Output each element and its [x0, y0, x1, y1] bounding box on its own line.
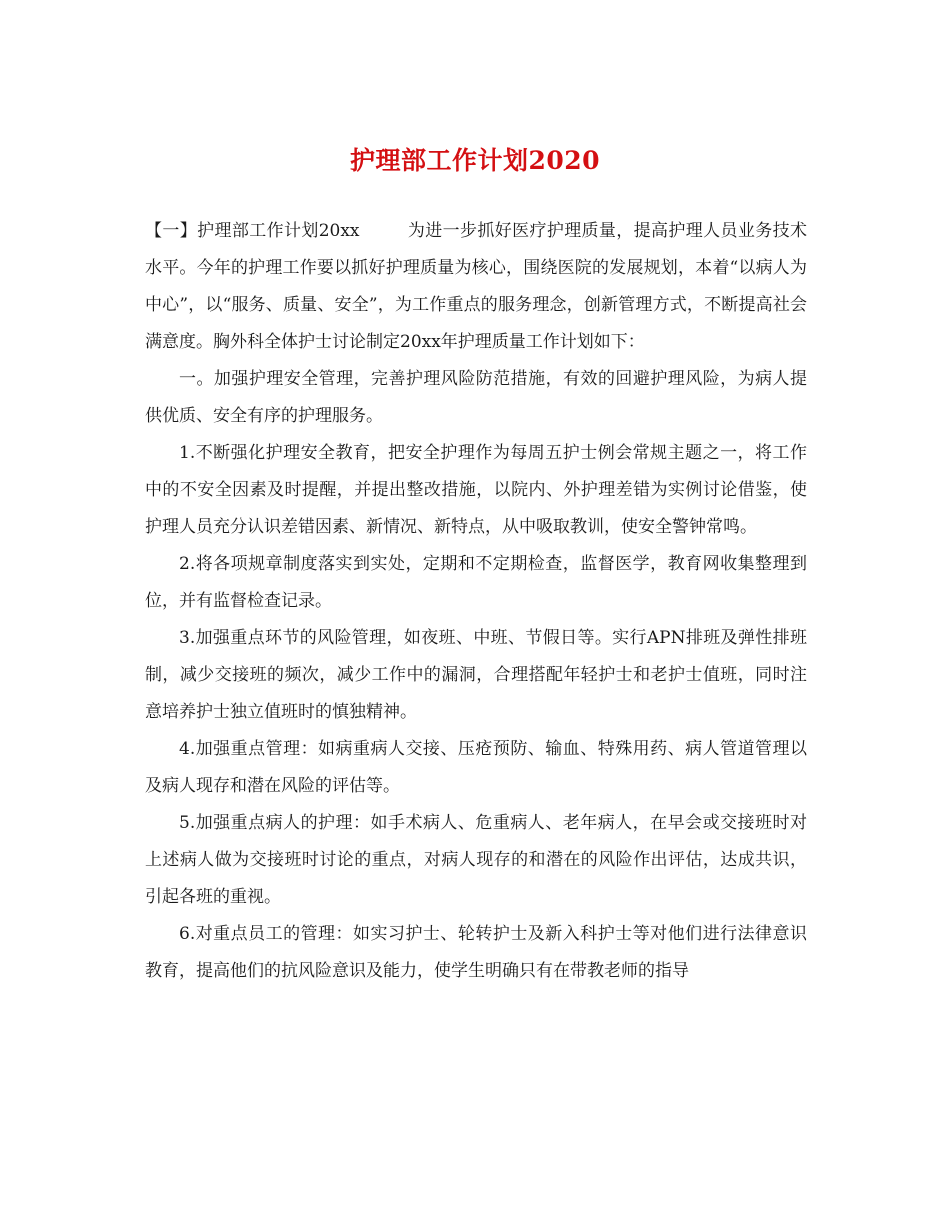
- paragraph-item-5: 5.加强重点病人的护理：如手术病人、危重病人、老年病人，在早会或交接班时对上述病人做为交接班时讨论的重点，对病人现存的和潜在的风险作出评估，达成共识，引起各班的重视。: [145, 813, 807, 907]
- paragraph-item-4: 4.加强重点管理：如病重病人交接、压疮预防、输血、特殊用药、病人管道管理以及病人现存和潜在风险的评估等。: [145, 739, 807, 796]
- document-title: 护理部工作计划2020: [349, 146, 601, 175]
- paragraph-item-6: 6.对重点员工的管理：如实习护士、轮转护士及新入科护士等对他们进行法律意识教育，提高他们的抗风险意识及能力，使学生明确只有在带教老师的指导: [145, 924, 807, 981]
- paragraph-item-3: 3.加强重点环节的风险管理，如夜班、中班、节假日等。实行APN排班及弹性排班制，减少交接班的频次，减少工作中的漏洞，合理搭配年轻护士和老护士值班，同时注意培养护士独立值班时的慎独精神。: [145, 628, 807, 722]
- intro-paragraph: [145, 213, 807, 361]
- paragraph-section-1: 一。加强护理安全管理，完善护理风险防范措施，有效的回避护理风险，为病人提供优质、安全有序的护理服务。: [145, 369, 807, 426]
- intro-lead: 【一】护理部工作计划20xx: [145, 221, 360, 241]
- paragraph-item-2: 2.将各项规章制度落实到实处，定期和不定期检查，监督医学，教育网收集整理到位，并有监督检查记录。: [145, 554, 807, 611]
- document-body: [145, 213, 807, 990]
- paragraph-item-1: 1.不断强化护理安全教育，把安全护理作为每周五护士例会常规主题之一，将工作中的不安全因素及时提醒，并提出整改措施，以院内、外护理差错为实例讨论借鉴，使护理人员充分认识差错因素、新情况、新特点，从中吸取教训，使安全警钟常鸣。: [145, 443, 807, 537]
- intro-text: 为进一步抓好医疗护理质量，提高护理人员业务技术水平。今年的护理工作要以抓好护理质量为核心，围绕医院的发展规划，本着“以病人为中心”，以“服务、质量、安全”，为工作重点的服务理念，创新管理方式，不断提高社会满意度。胸外科全体护士讨论制定20xx年护理质量工作计划如下：: [145, 221, 807, 352]
